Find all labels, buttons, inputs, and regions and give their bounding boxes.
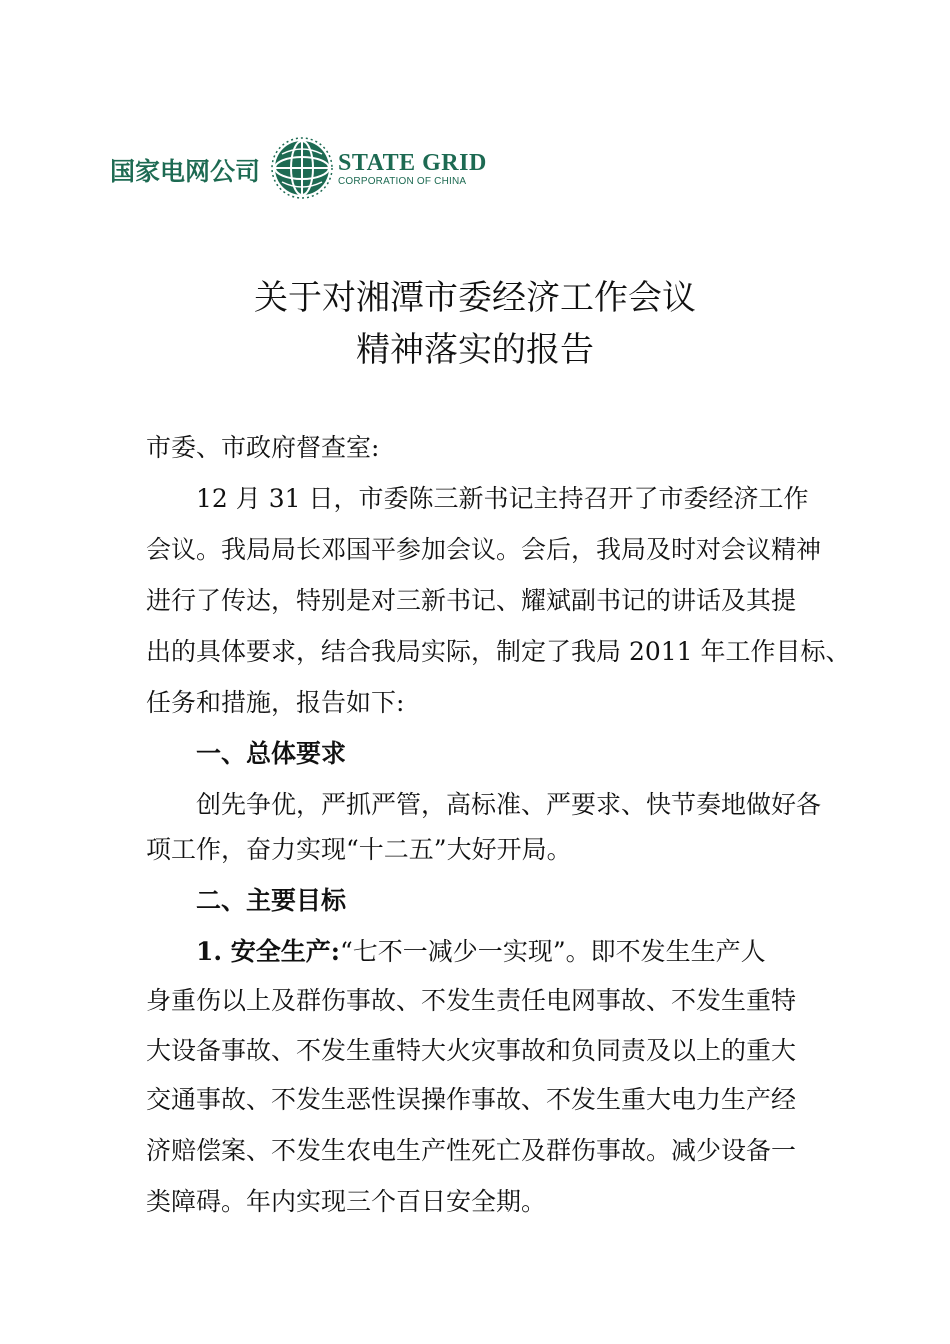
addressee: 市委、市政府督查室:: [146, 433, 380, 462]
document-title-line-2: 精神落实的报告: [356, 330, 594, 370]
document-title-line-1: 关于对湘潭市委经济工作会议: [254, 278, 696, 318]
globe-icon: [270, 136, 334, 200]
list-item-label: 1. 安全生产:: [196, 937, 341, 966]
paragraph-line: 交通事故、不发生恶性误操作事故、不发生重大电力生产经: [146, 1085, 797, 1114]
logo-en-sub-text: CORPORATION OF CHINA: [338, 176, 467, 187]
paragraph-line: 济赔偿案、不发生农电生产性死亡及群伤事故。减少设备一: [146, 1136, 797, 1165]
logo-cn-text: 国家电网公司: [110, 157, 261, 186]
paragraph-line: 项工作，奋力实现“十二五”大好开局。: [146, 835, 572, 864]
paragraph-line: 创先争优，严抓严管，高标准、严要求、快节奏地做好各: [196, 790, 822, 819]
list-item-text: “七不一减少一实现”。即不发生生产人: [340, 937, 766, 966]
section-heading: 二、主要目标: [196, 886, 347, 915]
list-item-first-line: [196, 934, 766, 970]
paragraph-line: 类障碍。年内实现三个百日安全期。: [146, 1187, 547, 1216]
state-grid-logo: [110, 132, 487, 202]
logo-en-main-text: STATE GRID: [338, 150, 487, 176]
paragraph-line: 12 月 31 日，市委陈三新书记主持召开了市委经济工作: [196, 484, 809, 513]
section-heading: 一、总体要求: [196, 739, 347, 768]
paragraph-line: 大设备事故、不发生重特大火灾事故和负同责及以上的重大: [146, 1036, 797, 1065]
paragraph-line: 身重伤以上及群伤事故、不发生责任电网事故、不发生重特: [146, 986, 797, 1015]
paragraph-line: 任务和措施，报告如下:: [146, 688, 405, 717]
paragraph-line: 进行了传达，特别是对三新书记、耀斌副书记的讲话及其提: [146, 586, 797, 615]
paragraph-line: 出的具体要求，结合我局实际，制定了我局 2011 年工作目标、: [146, 637, 851, 666]
paragraph-line: 会议。我局局长邓国平参加会议。会后，我局及时对会议精神: [146, 535, 822, 564]
